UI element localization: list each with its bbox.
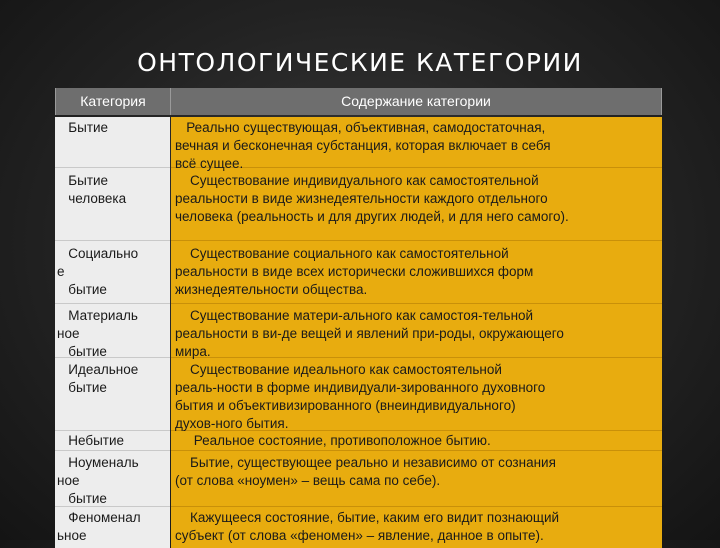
category-cell: Феноменал ьное	[57, 510, 141, 543]
category-cell: Ноуменаль ное бытие	[57, 455, 139, 506]
row-divider	[55, 240, 170, 241]
row-divider	[55, 430, 170, 431]
content-cell: Существование идеального как самостоятельной реаль-ности в форме индивидуали-зированного духовного бытия и объективизированного (внеиндивидуального) духов-ного бытия.	[175, 362, 546, 431]
row-divider	[55, 167, 170, 168]
category-cell: Небытие	[57, 433, 125, 448]
content-cell: Существование матери-ального как самостоя-тельной реальности в ви-де вещей и явлений при-роды, окружающего мира.	[175, 308, 564, 359]
row-divider	[55, 450, 170, 451]
slide-title: ОНТОЛОГИЧЕСКИЕ КАТЕГОРИИ	[137, 48, 583, 77]
row-divider	[171, 240, 662, 241]
categories-table	[55, 88, 662, 548]
content-cell: Реально существующая, объективная, самодостаточная, вечная и бесконечная субстанция, которая включает в себя всё сущее.	[175, 120, 551, 171]
row-divider	[171, 450, 662, 451]
category-cell: Материаль ное бытие	[57, 308, 138, 359]
header-content: Содержание категории	[171, 88, 662, 115]
content-cell: Существование социального как самостоятельной реальности в виде всех исторически сложившихся форм жизнедеятельности общества.	[175, 246, 534, 297]
content-cell: Бытие, существующее реально и независимо от сознания (от слова «ноумен» – вещь сама по себе).	[175, 455, 556, 488]
content-cell: Существование индивидуального как самостоятельной реальности в виде жизнедеятельности каждого отдельного человека (реальность и для других людей, и для него самого).	[175, 173, 569, 224]
category-cell: Бытие человека	[68, 173, 127, 206]
header-category: Категория	[55, 88, 171, 115]
row-divider	[55, 303, 170, 304]
category-cell: Социально е бытие	[57, 246, 139, 297]
content-cell: Реальное состояние, противоположное бытию.	[175, 433, 491, 448]
row-divider	[171, 303, 662, 304]
row-divider	[171, 506, 662, 507]
category-cell: Бытие	[57, 120, 109, 135]
category-cell: Идеальное бытие	[68, 362, 139, 395]
content-cell: Кажущееся состояние, бытие, каким его видит познающий субъект (от слова «феномен» – явление, данное в опыте).	[175, 510, 560, 543]
